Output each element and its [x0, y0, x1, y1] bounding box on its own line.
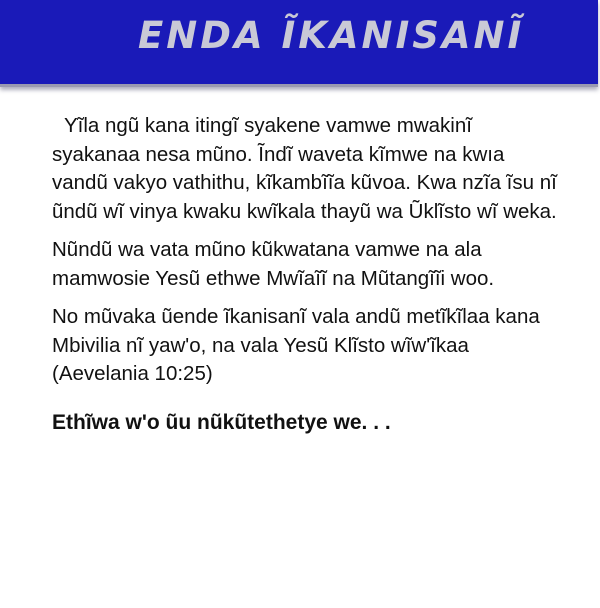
banner-title: ENDA ĨKANISANĨ: [138, 14, 525, 57]
paragraph-1: Yĩla ngũ kana itingĩ syakene vamwe mwakinĩ syakanaa nesa mũno. Ĩndĩ waveta kĩmwe na kwıa vandũ vakyo vathithu, kĩkambĩĩa kũvoa. Kwa nzĩa ĩsu nĩ ũndũ wĩ vinya kwaku kwĩkala thayũ wa Ũklĩsto wĩ weka.: [52, 114, 557, 223]
paragraph-2: Nũndũ wa vata mũno kũkwatana vamwe na ala mamwosie Yesũ ethwe Mwĩaĩĩ na Mũtangĩĩi woo.: [52, 238, 495, 290]
paragraph-3: No mũvaka ũende ĩkanisanĩ vala andũ metĩkĩlaa kana Mbivilia nĩ yaw'o, na vala Yesũ Klĩsto wĩw'ĩkaa (Aevelania 10:25): [52, 305, 540, 385]
closing-line: Ethĩwa w'o ũu nũkũtethetye we. . .: [52, 410, 391, 434]
body-text: [52, 112, 562, 437]
title-banner: [0, 0, 598, 87]
